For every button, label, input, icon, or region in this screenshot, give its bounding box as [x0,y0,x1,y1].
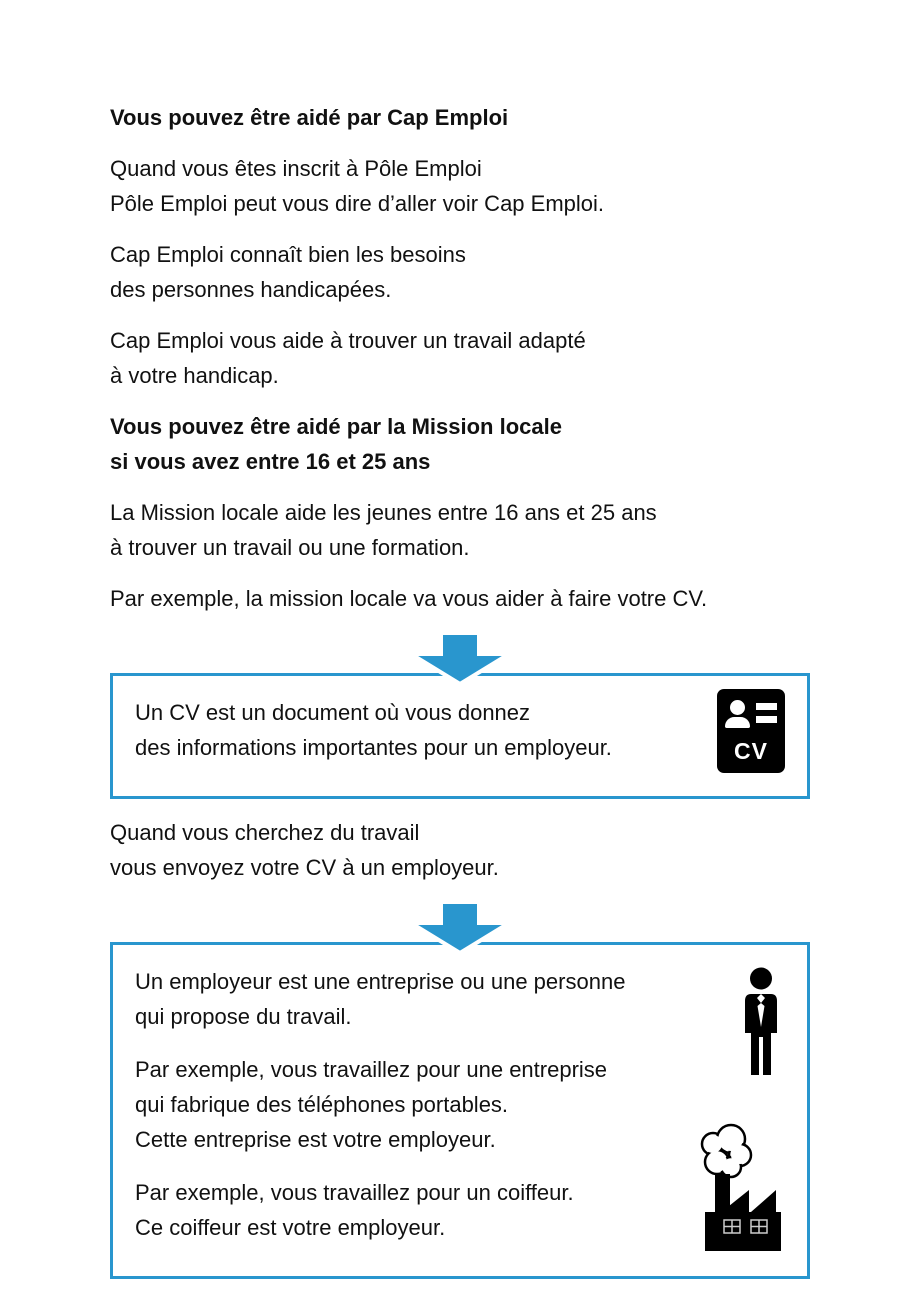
text-bar-icon [756,716,777,723]
employer-definition-box [110,942,810,1279]
paragraph-envoyer-cv [110,815,810,885]
text-line: Par exemple, vous travaillez pour un coiffeur. [135,1180,574,1205]
arrow-down-icon [405,901,515,955]
text-line: Cap Emploi connaît bien les besoins [110,242,466,267]
text-line: Quand vous cherchez du travail [110,820,420,845]
cv-definition-box [110,673,810,799]
text-bar-icon [756,703,777,710]
text-line: Cap Emploi vous aide à trouver un travail adapté [110,328,586,353]
arrow-down-icon [405,632,515,686]
paragraph-employer-definition [135,964,627,1034]
person-head-icon [730,700,745,715]
main-column [110,100,810,1295]
text-line: qui propose du travail. [135,1004,352,1029]
paragraph-exemple-cv: Par exemple, la mission locale va vous aider à faire votre CV. [110,586,708,611]
paragraph-cv-definition [135,695,627,765]
paragraph-employer-entreprise [135,1052,627,1157]
text-line: qui fabrique des téléphones portables. [135,1092,509,1117]
cv-icon-label: CV [734,738,768,764]
factory-icon [693,1117,791,1253]
businessman-icon [739,967,783,1077]
text-line: des informations importantes pour un employeur. [135,735,612,760]
paragraph-employer-coiffeur [135,1175,627,1245]
text-line: des personnes handicapées. [110,277,392,302]
text-line: Un employeur est une entreprise ou une personne [135,969,626,994]
text-line: Vous pouvez être aidé par la Mission locale [110,414,562,439]
text-line: Pôle Emploi peut vous dire d’aller voir Cap Emploi. [110,191,605,216]
paragraph-mission [110,495,810,565]
text-line: Cette entreprise est votre employeur. [135,1127,496,1152]
paragraph-cap-travail [110,323,810,393]
paragraph-pole-emploi [110,151,810,221]
text-line: La Mission locale aide les jeunes entre 16 ans et 25 ans [110,500,657,525]
text-line: Par exemple, vous travaillez pour une entreprise [135,1057,608,1082]
text-line: si vous avez entre 16 et 25 ans [110,449,431,474]
text-line: Un CV est un document où vous donnez [135,700,531,725]
heading-cap-emploi: Vous pouvez être aidé par Cap Emploi [110,105,509,130]
cv-card-icon [717,689,785,773]
text-line: Ce coiffeur est votre employeur. [135,1215,446,1240]
text-line: à votre handicap. [110,363,279,388]
heading-mission-locale [110,409,810,479]
paragraph-cap-besoins [110,237,810,307]
text-line: Quand vous êtes inscrit à Pôle Emploi [110,156,482,181]
person-shoulders-icon [725,717,750,728]
text-line: à trouver un travail ou une formation. [110,535,470,560]
text-line: vous envoyez votre CV à un employeur. [110,855,499,880]
